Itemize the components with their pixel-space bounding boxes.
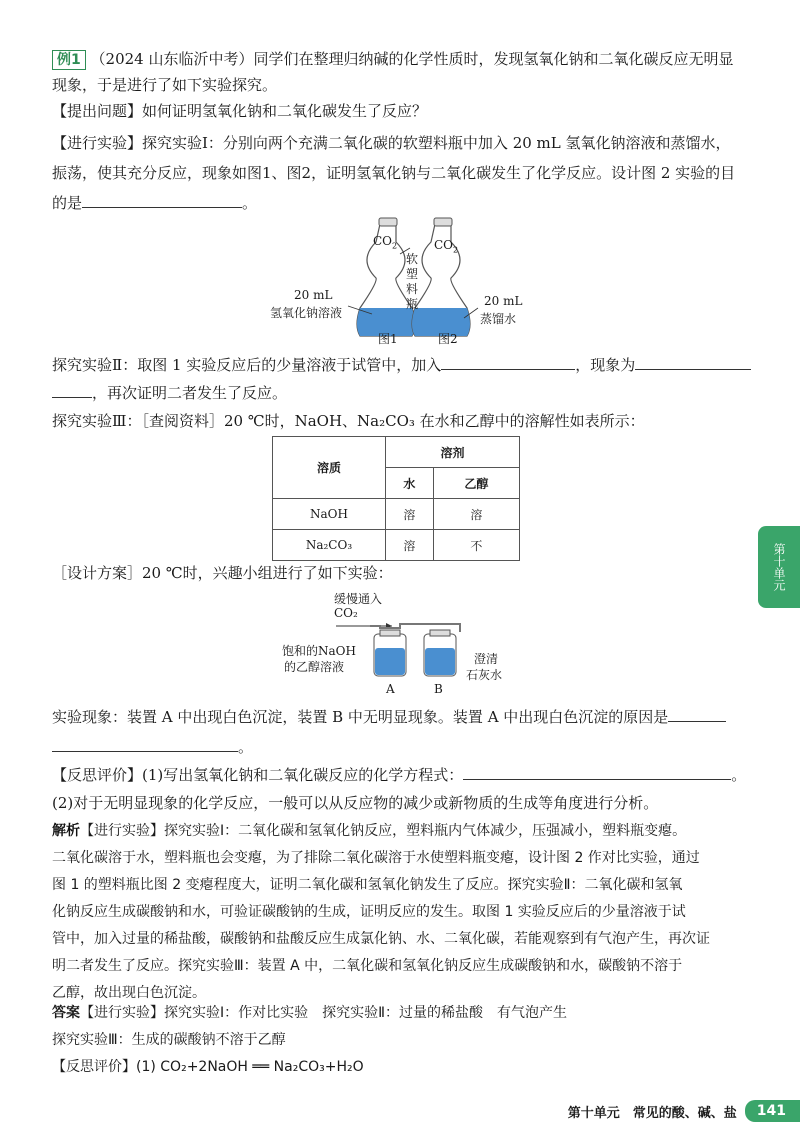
table-row [273, 530, 520, 561]
water-header: 水 [386, 468, 434, 499]
analysis-line: 图 1 的塑料瓶比图 2 变瘪程度大，证明二氧化碳和氢氧化钠发生了反应。探究实验Ⅱ：二氧化碳和氢氧 [52, 877, 683, 893]
left-volume: 20 mL [294, 288, 333, 302]
bottle-a-content-2: 的乙醇溶液 [284, 660, 345, 674]
answer-line: 【进行实验】探究实验Ⅰ：作对比实验 探究实验Ⅱ：过量的稀盐酸 有气泡产生 [80, 1005, 568, 1021]
reflect-2: (2)对于无明显现象的化学反应，一般可以从反应物的减少或新物质的生成等角度进行分析。 [52, 794, 659, 812]
exp1-line3 [52, 190, 752, 216]
co2-label-left: $CO_2$ [373, 234, 398, 251]
solvent-header: 溶剂 [386, 437, 520, 468]
answer-line: 【反思评价】(1) CO₂+2NaOH ══ Na₂CO₃+H₂O [52, 1059, 364, 1075]
exp2-mid: ，现象为 [575, 356, 636, 374]
reagent-blank [441, 353, 575, 370]
gas-in-label: 缓慢通入 [334, 592, 383, 606]
bottle-1-cap [379, 218, 397, 226]
analysis-line: 管中，加入过量的稀盐酸，碳酸钠和盐酸反应生成氯化钠、水、二氧化碳，若能观察到有气泡产生，再次证 [52, 931, 710, 947]
footer-title: 第十单元 常见的酸、碱、盐 [567, 1105, 737, 1121]
label-b: B [434, 682, 443, 696]
analysis-line: 化钠反应生成碳酸钠和水，可验证碳酸钠的生成，证明反应的发生。取图 1 实验反应后的少量溶液于试 [52, 904, 686, 920]
example-badge: 例1 [52, 50, 86, 70]
example-intro-text: 同学们在整理归纳碱的化学性质时，发现氢氧化钠和二氧化碳反应无明显 [253, 50, 734, 68]
bottle-a-content-1: 饱和的NaOH [282, 644, 356, 658]
exp1-purpose-label: 的是 [52, 194, 83, 212]
right-solution: 蒸馏水 [480, 312, 517, 326]
reflect-1-text: 【反思评价】(1)写出氢氧化钠和二氧化碳反应的化学方程式： [52, 766, 464, 784]
exp2-line2 [52, 380, 752, 406]
soft-bottle-label: 软 塑 料 瓶 [405, 252, 418, 311]
bottle-b-liquid [425, 648, 455, 675]
water-cell: 溶 [386, 530, 434, 561]
reason-blank-cont [52, 735, 238, 752]
fig2-caption: 图2 [438, 332, 458, 346]
bottle-2-cap [434, 218, 452, 226]
exp1-line1: 【进行实验】探究实验Ⅰ：分别向两个充满二氧化碳的软塑料瓶中加入 20 mL 氢氧化钠溶液和蒸馏水， [52, 134, 731, 152]
design-plan: ［设计方案］20 ℃时，兴趣小组进行了如下实验： [52, 564, 393, 582]
example-intro-2: 现象，于是进行了如下实验探究。 [52, 76, 278, 94]
phenomenon-blank [635, 353, 751, 370]
exp2-line1 [52, 352, 752, 378]
bottles-figure [260, 214, 540, 348]
ethanol-cell: 不 [433, 530, 519, 561]
gas-co2-label: CO₂ [334, 606, 358, 620]
phenomenon-line2 [52, 734, 752, 760]
right-volume: 20 mL [484, 294, 523, 308]
analysis [52, 818, 752, 1007]
table-row [273, 499, 520, 530]
example-intro [52, 46, 752, 72]
phenomenon [52, 704, 752, 730]
phenomenon-blank-cont [52, 381, 92, 398]
solute-cell: Na₂CO₃ [273, 530, 386, 561]
solubility-table [272, 436, 520, 561]
analysis-line: 【进行实验】探究实验Ⅰ：二氧化碳和氢氧化钠反应，塑料瓶内气体减少，压强减小，塑料瓶变瘪。 [80, 823, 687, 839]
exp2-text: 探究实验Ⅱ：取图 1 实验反应后的少量溶液于试管中，加入 [52, 356, 442, 374]
ethanol-header: 乙醇 [433, 468, 519, 499]
purpose-blank [82, 191, 242, 208]
period: 。 [238, 738, 254, 756]
solute-cell: NaOH [273, 499, 386, 530]
reason-blank [668, 705, 726, 722]
phenomenon-text: 实验现象：装置 A 中出现白色沉淀，装置 B 中无明显现象。装置 A 中出现白色沉淀的原因是 [52, 708, 669, 726]
answer [52, 1000, 752, 1081]
left-solution: 氢氧化钠溶液 [270, 306, 343, 320]
page-number: 141 [745, 1100, 800, 1122]
question: 【提出问题】如何证明氢氧化钠和二氧化碳发生了反应？ [52, 102, 428, 120]
analysis-line: 乙醇，故出现白色沉淀。 [52, 985, 206, 1001]
period: 。 [731, 766, 747, 784]
ethanol-cell: 溶 [433, 499, 519, 530]
label-a: A [386, 682, 395, 696]
equation-blank [463, 763, 731, 780]
analysis-label: 解析 [52, 823, 80, 839]
exp3-intro: 探究实验Ⅲ：［查阅资料］20 ℃时，NaOH、Na₂CO₃ 在水和乙醇中的溶解性如表所示： [52, 412, 645, 430]
exp1-line2: 振荡，使其充分反应，现象如图1、图2，证明氢氧化钠与二氧化碳发生了化学反应。设计图 2 实验的目 [52, 164, 736, 182]
period: 。 [242, 194, 258, 212]
fig1-caption: 图1 [378, 332, 398, 346]
reflect-1 [52, 762, 752, 788]
co2-label-right: $CO_2$ [434, 238, 459, 255]
chapter-side-tab: 第十单元 [758, 526, 800, 608]
bottle-a-liquid [375, 648, 405, 675]
answer-label: 答案 [52, 1005, 80, 1021]
bottle-b-content-2: 石灰水 [466, 668, 503, 682]
answer-line: 探究实验Ⅲ：生成的碳酸钠不溶于乙醇 [52, 1032, 286, 1048]
analysis-line: 明二者发生了反应。探究实验Ⅲ：装置 A 中，二氧化碳和氢氧化钠反应生成碳酸钠和水，碳酸钠不溶于 [52, 958, 683, 974]
water-cell: 溶 [386, 499, 434, 530]
solute-header: 溶质 [273, 437, 386, 499]
page-footer [568, 1100, 800, 1122]
example-source: （2024 山东临沂中考） [90, 50, 254, 68]
exp2-end: ，再次证明二者发生了反应。 [92, 384, 288, 402]
analysis-line: 二氧化碳溶于水，塑料瓶也会变瘪，为了排除二氧化碳溶于水使塑料瓶变瘪，设计图 2 作对比实验，通过 [52, 850, 700, 866]
bottle-b-content-1: 澄清 [474, 652, 499, 666]
